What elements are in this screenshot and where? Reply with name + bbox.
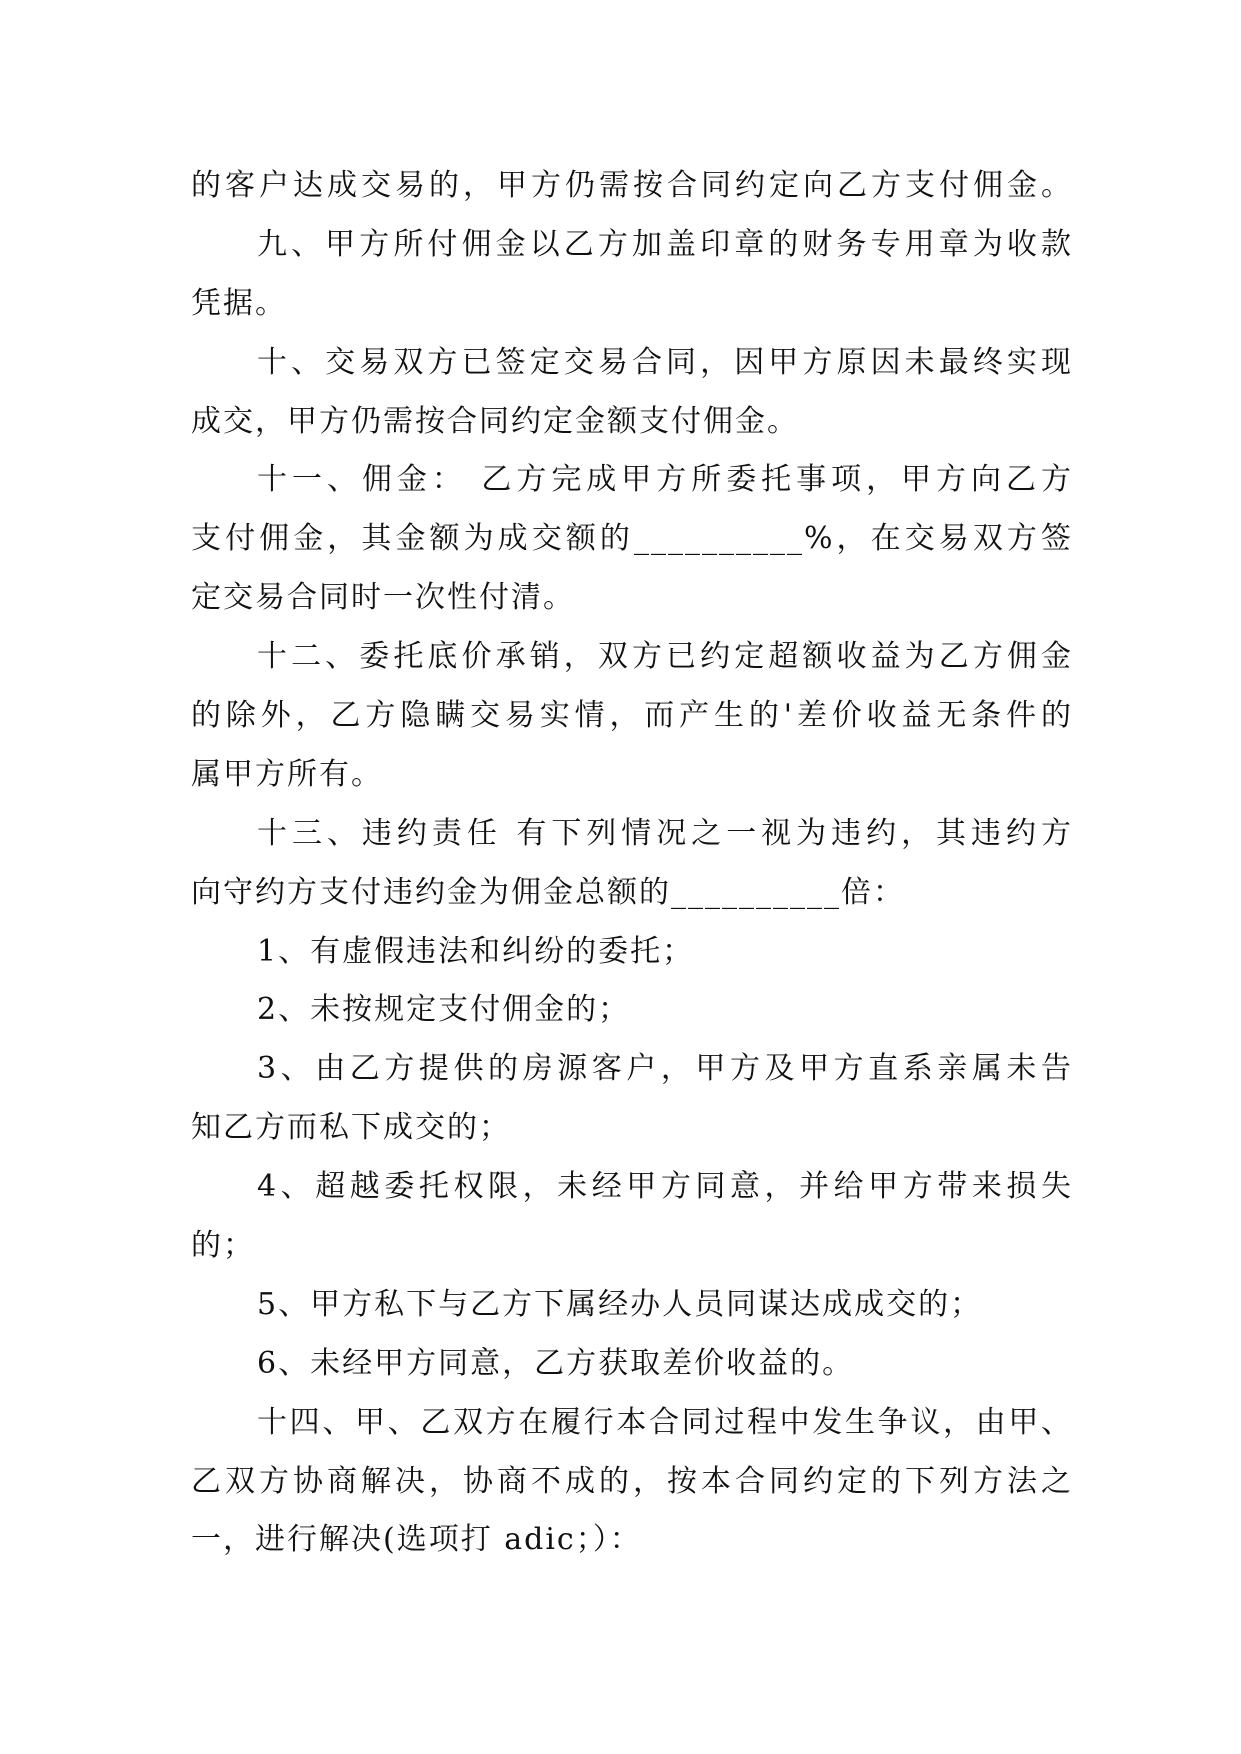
text-line: 成交，甲方仍需按合同约定金额支付佣金。 (191, 403, 799, 439)
text-line: 的； (191, 1228, 255, 1264)
text-line: 1、有虚假违法和纠纷的委托； (257, 933, 695, 969)
text-line: 的除外，乙方隐瞒交易实情，而产生的'差价收益无条件的 (191, 698, 1073, 734)
text-line: 十四、甲、乙双方在履行本合同过程中发生争议，由甲、 (257, 1404, 1073, 1440)
breach-item-2 (191, 981, 1073, 1040)
text-line: 6、未经甲方同意，乙方获取差价收益的。 (257, 1345, 855, 1381)
clause-14-dispute-paragraph (191, 1394, 1073, 1571)
text-line: 4、超越委托权限，未经甲方同意，并给甲方带来损失 (257, 1169, 1073, 1205)
text-line: 定交易合同时一次性付清。 (191, 580, 575, 616)
text-line: 凭据。 (191, 285, 287, 321)
clause-13-breach-paragraph (191, 805, 1073, 923)
breach-item-3 (191, 1040, 1073, 1158)
text-line: 九、甲方所付佣金以乙方加盖印章的财务专用章为收款 (257, 226, 1073, 262)
breach-item-5 (191, 1276, 1073, 1335)
text-line-with-blank: 支付佣金，其金额为成交额的__________%，在交易双方签 (191, 521, 1073, 557)
text-line-with-blank: 向守约方支付违约金为佣金总额的__________倍： (191, 874, 905, 910)
clause-12-paragraph (191, 628, 1073, 805)
breach-item-6 (191, 1335, 1073, 1394)
clause-9-paragraph (191, 216, 1073, 334)
clause-11-commission-paragraph (191, 451, 1073, 628)
text-line: 十、交易双方已签定交易合同，因甲方原因未最终实现 (257, 344, 1073, 380)
breach-item-4 (191, 1158, 1073, 1276)
text-line: 知乙方而私下成交的； (191, 1110, 511, 1146)
continued-paragraph (191, 157, 1073, 216)
text-line: 的客户达成交易的，甲方仍需按合同约定向乙方支付佣金。 (191, 168, 1073, 203)
document-body (191, 157, 1073, 1570)
text-line: 5、甲方私下与乙方下属经办人员同谋达成成交的； (257, 1286, 983, 1322)
text-line: 2、未按规定支付佣金的； (257, 992, 631, 1028)
text-line: 乙双方协商解决，协商不成的，按本合同约定的下列方法之 (191, 1463, 1073, 1499)
text-line: 3、由乙方提供的房源客户，甲方及甲方直系亲属未告 (257, 1051, 1073, 1087)
text-line: 属甲方所有。 (191, 756, 383, 792)
text-line: 十一、佣金： 乙方完成甲方所委托事项，甲方向乙方 (257, 462, 1073, 498)
text-line: 十二、委托底价承销，双方已约定超额收益为乙方佣金 (257, 639, 1073, 675)
breach-item-1 (191, 923, 1073, 982)
clause-10-paragraph (191, 334, 1073, 452)
text-line: 一，进行解决(选项打 adic；）： (191, 1522, 642, 1558)
text-line: 十三、违约责任 有下列情况之一视为违约，其违约方 (257, 815, 1073, 851)
